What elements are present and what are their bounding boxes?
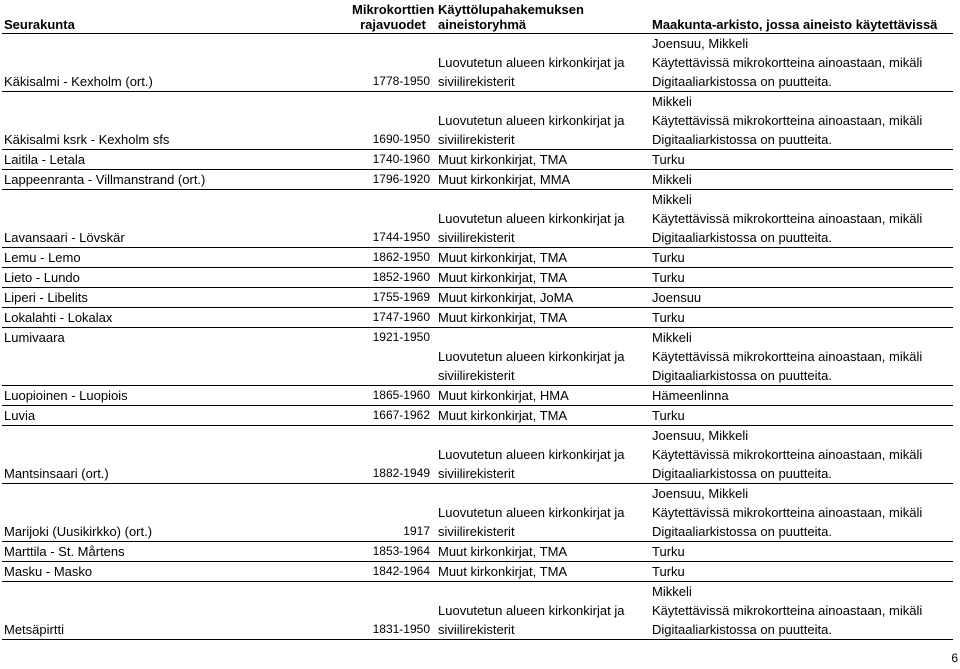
group-line: Luovutetun alueen kirkonkirjat ja	[438, 505, 625, 520]
group-line: Luovutetun alueen kirkonkirjat ja	[438, 211, 625, 226]
page-number: 6	[951, 651, 958, 665]
table-row	[2, 288, 953, 308]
archive-line: Digitaaliarkistossa on puutteita.	[652, 466, 832, 481]
archive-cell	[650, 288, 953, 308]
parish-cell: Lavansaari - Lövskär	[4, 230, 125, 245]
group-line: Muut kirkonkirjat, TMA	[438, 408, 568, 423]
header-row	[2, 0, 953, 34]
group-cell	[436, 288, 650, 308]
group-cell	[436, 150, 650, 170]
years-cell: 1796-1920	[372, 172, 430, 186]
archive-line: Joensuu, Mikkeli	[652, 36, 749, 51]
archive-cell	[650, 406, 953, 426]
archive-cell	[650, 426, 953, 484]
archive-cell	[650, 92, 953, 150]
header-parish: Seurakunta	[4, 17, 75, 32]
group-cell	[436, 248, 650, 268]
years-cell: 1690-1950	[372, 132, 430, 146]
archive-line: Käytettävissä mikrokortteina ainoastaan, mikäli	[652, 505, 923, 520]
table-row	[2, 406, 953, 426]
parish-cell: Lumivaara	[4, 330, 65, 345]
archive-line: Mikkeli	[652, 192, 692, 207]
years-cell: 1744-1950	[372, 230, 430, 244]
table-row	[2, 582, 953, 640]
archive-line: Hämeenlinna	[652, 388, 729, 403]
table-row	[2, 562, 953, 582]
group-line: siviilirekisterit	[438, 622, 515, 637]
years-cell: 1917	[403, 524, 430, 538]
parish-cell: Lieto - Lundo	[4, 270, 80, 285]
header-group-line2: aineistoryhmä	[438, 17, 527, 32]
archive-cell	[650, 328, 953, 386]
parish-cell: Käkisalmi ksrk - Kexholm sfs	[4, 132, 170, 147]
group-line: Luovutetun alueen kirkonkirjat ja	[438, 55, 625, 70]
archive-line: Turku	[652, 250, 685, 265]
archive-line: Digitaaliarkistossa on puutteita.	[652, 132, 832, 147]
parish-cell: Luopioinen - Luopiois	[4, 388, 128, 403]
group-line: Muut kirkonkirjat, TMA	[438, 544, 568, 559]
header-years-line2: rajavuodet	[360, 17, 426, 32]
table-row	[2, 268, 953, 288]
archive-line: Turku	[652, 564, 685, 579]
group-line: siviilirekisterit	[438, 524, 515, 539]
group-cell	[436, 582, 650, 640]
years-cell: 1865-1960	[372, 388, 430, 402]
group-cell	[436, 386, 650, 406]
archive-cell	[650, 268, 953, 288]
years-cell: 1778-1950	[372, 74, 430, 88]
archive-cell	[650, 582, 953, 640]
header-years	[350, 0, 436, 34]
table-row	[2, 248, 953, 268]
years-cell: 1852-1960	[372, 270, 430, 284]
group-cell	[436, 426, 650, 484]
archive-cell	[650, 248, 953, 268]
archive-line: Joensuu	[652, 290, 702, 305]
table-row	[2, 328, 953, 386]
group-line: Muut kirkonkirjat, JoMA	[438, 290, 574, 305]
header-group	[436, 0, 650, 34]
parish-cell: Mantsinsaari (ort.)	[4, 466, 109, 481]
group-line: siviilirekisterit	[438, 368, 515, 383]
archive-line: Joensuu, Mikkeli	[652, 428, 749, 443]
parish-table	[2, 0, 953, 640]
group-cell	[436, 542, 650, 562]
archive-cell	[650, 150, 953, 170]
group-line: siviilirekisterit	[438, 466, 515, 481]
parish-cell: Käkisalmi - Kexholm (ort.)	[4, 74, 153, 89]
archive-line: Digitaaliarkistossa on puutteita.	[652, 622, 832, 637]
archive-cell	[650, 562, 953, 582]
archive-line: Digitaaliarkistossa on puutteita.	[652, 74, 832, 89]
table-row	[2, 170, 953, 190]
archive-line: Turku	[652, 310, 685, 325]
archive-line: Käytettävissä mikrokortteina ainoastaan, mikäli	[652, 603, 923, 618]
table-row	[2, 150, 953, 170]
group-cell	[436, 562, 650, 582]
group-cell	[436, 328, 650, 386]
group-cell	[436, 484, 650, 542]
archive-line: Digitaaliarkistossa on puutteita.	[652, 230, 832, 245]
parish-cell: Laitila - Letala	[4, 152, 85, 167]
group-line: siviilirekisterit	[438, 230, 515, 245]
header-years-line1: Mikrokorttien	[352, 2, 435, 17]
archive-line: Digitaaliarkistossa on puutteita.	[652, 524, 832, 539]
table-body	[2, 34, 953, 640]
years-cell: 1755-1969	[372, 290, 430, 304]
group-line: Muut kirkonkirjat, TMA	[438, 270, 568, 285]
archive-line: Mikkeli	[652, 330, 692, 345]
group-line: Muut kirkonkirjat, TMA	[438, 250, 568, 265]
group-cell	[436, 92, 650, 150]
group-cell	[436, 268, 650, 288]
parish-cell: Metsäpirtti	[4, 622, 64, 637]
table-row	[2, 426, 953, 484]
group-line: Muut kirkonkirjat, TMA	[438, 564, 568, 579]
group-cell	[436, 170, 650, 190]
group-line: Muut kirkonkirjat, TMA	[438, 310, 568, 325]
archive-line: Mikkeli	[652, 94, 692, 109]
table-row	[2, 92, 953, 150]
table-row	[2, 34, 953, 92]
group-cell	[436, 190, 650, 248]
years-cell: 1921-1950	[372, 330, 430, 344]
table-row	[2, 484, 953, 542]
archive-cell	[650, 542, 953, 562]
years-cell: 1667-1962	[372, 408, 430, 422]
archive-cell	[650, 34, 953, 92]
group-line: Muut kirkonkirjat, MMA	[438, 172, 571, 187]
group-line: Luovutetun alueen kirkonkirjat ja	[438, 113, 625, 128]
archive-line: Joensuu, Mikkeli	[652, 486, 749, 501]
archive-cell	[650, 190, 953, 248]
parish-cell: Lemu - Lemo	[4, 250, 81, 265]
years-cell: 1862-1950	[372, 250, 430, 264]
years-cell: 1882-1949	[372, 466, 430, 480]
archive-cell	[650, 308, 953, 328]
group-cell	[436, 34, 650, 92]
archive-cell	[650, 170, 953, 190]
years-cell: 1842-1964	[372, 564, 430, 578]
years-cell: 1853-1964	[372, 544, 430, 558]
archive-line: Käytettävissä mikrokortteina ainoastaan, mikäli	[652, 349, 923, 364]
group-line: Luovutetun alueen kirkonkirjat ja	[438, 447, 625, 462]
group-line: siviilirekisterit	[438, 132, 515, 147]
group-cell	[436, 308, 650, 328]
group-line: siviilirekisterit	[438, 74, 515, 89]
group-cell	[436, 406, 650, 426]
parish-cell: Marijoki (Uusikirkko) (ort.)	[4, 524, 153, 539]
parish-cell: Lappeenranta - Villmanstrand (ort.)	[4, 172, 206, 187]
years-cell: 1747-1960	[372, 310, 430, 324]
archive-cell	[650, 484, 953, 542]
group-line	[438, 328, 648, 347]
parish-cell: Masku - Masko	[4, 564, 93, 579]
header-archive: Maakunta-arkisto, jossa aineisto käytettävissä	[652, 17, 938, 32]
group-line: Muut kirkonkirjat, HMA	[438, 388, 569, 403]
archive-line: Turku	[652, 270, 685, 285]
years-cell: 1831-1950	[372, 622, 430, 636]
parish-cell: Lokalahti - Lokalax	[4, 310, 113, 325]
archive-line: Turku	[652, 408, 685, 423]
table-row	[2, 308, 953, 328]
parish-cell: Luvia	[4, 408, 36, 423]
archive-line: Käytettävissä mikrokortteina ainoastaan, mikäli	[652, 211, 923, 226]
table-row	[2, 190, 953, 248]
years-cell: 1740-1960	[372, 152, 430, 166]
archive-line: Digitaaliarkistossa on puutteita.	[652, 368, 832, 383]
archive-cell	[650, 386, 953, 406]
group-line: Luovutetun alueen kirkonkirjat ja	[438, 603, 625, 618]
table-row	[2, 386, 953, 406]
header-group-line1: Käyttölupahakemuksen	[438, 2, 584, 17]
parish-cell: Liperi - Libelits	[4, 290, 88, 305]
group-line: Muut kirkonkirjat, TMA	[438, 152, 568, 167]
archive-line: Käytettävissä mikrokortteina ainoastaan, mikäli	[652, 113, 923, 128]
archive-line: Mikkeli	[652, 172, 692, 187]
archive-line: Mikkeli	[652, 584, 692, 599]
archive-line: Turku	[652, 544, 685, 559]
table-row	[2, 542, 953, 562]
archive-line: Käytettävissä mikrokortteina ainoastaan, mikäli	[652, 447, 923, 462]
archive-line: Käytettävissä mikrokortteina ainoastaan, mikäli	[652, 55, 923, 70]
group-line: Luovutetun alueen kirkonkirjat ja	[438, 349, 625, 364]
archive-line: Turku	[652, 152, 685, 167]
parish-cell: Marttila - St. Mårtens	[4, 544, 125, 559]
